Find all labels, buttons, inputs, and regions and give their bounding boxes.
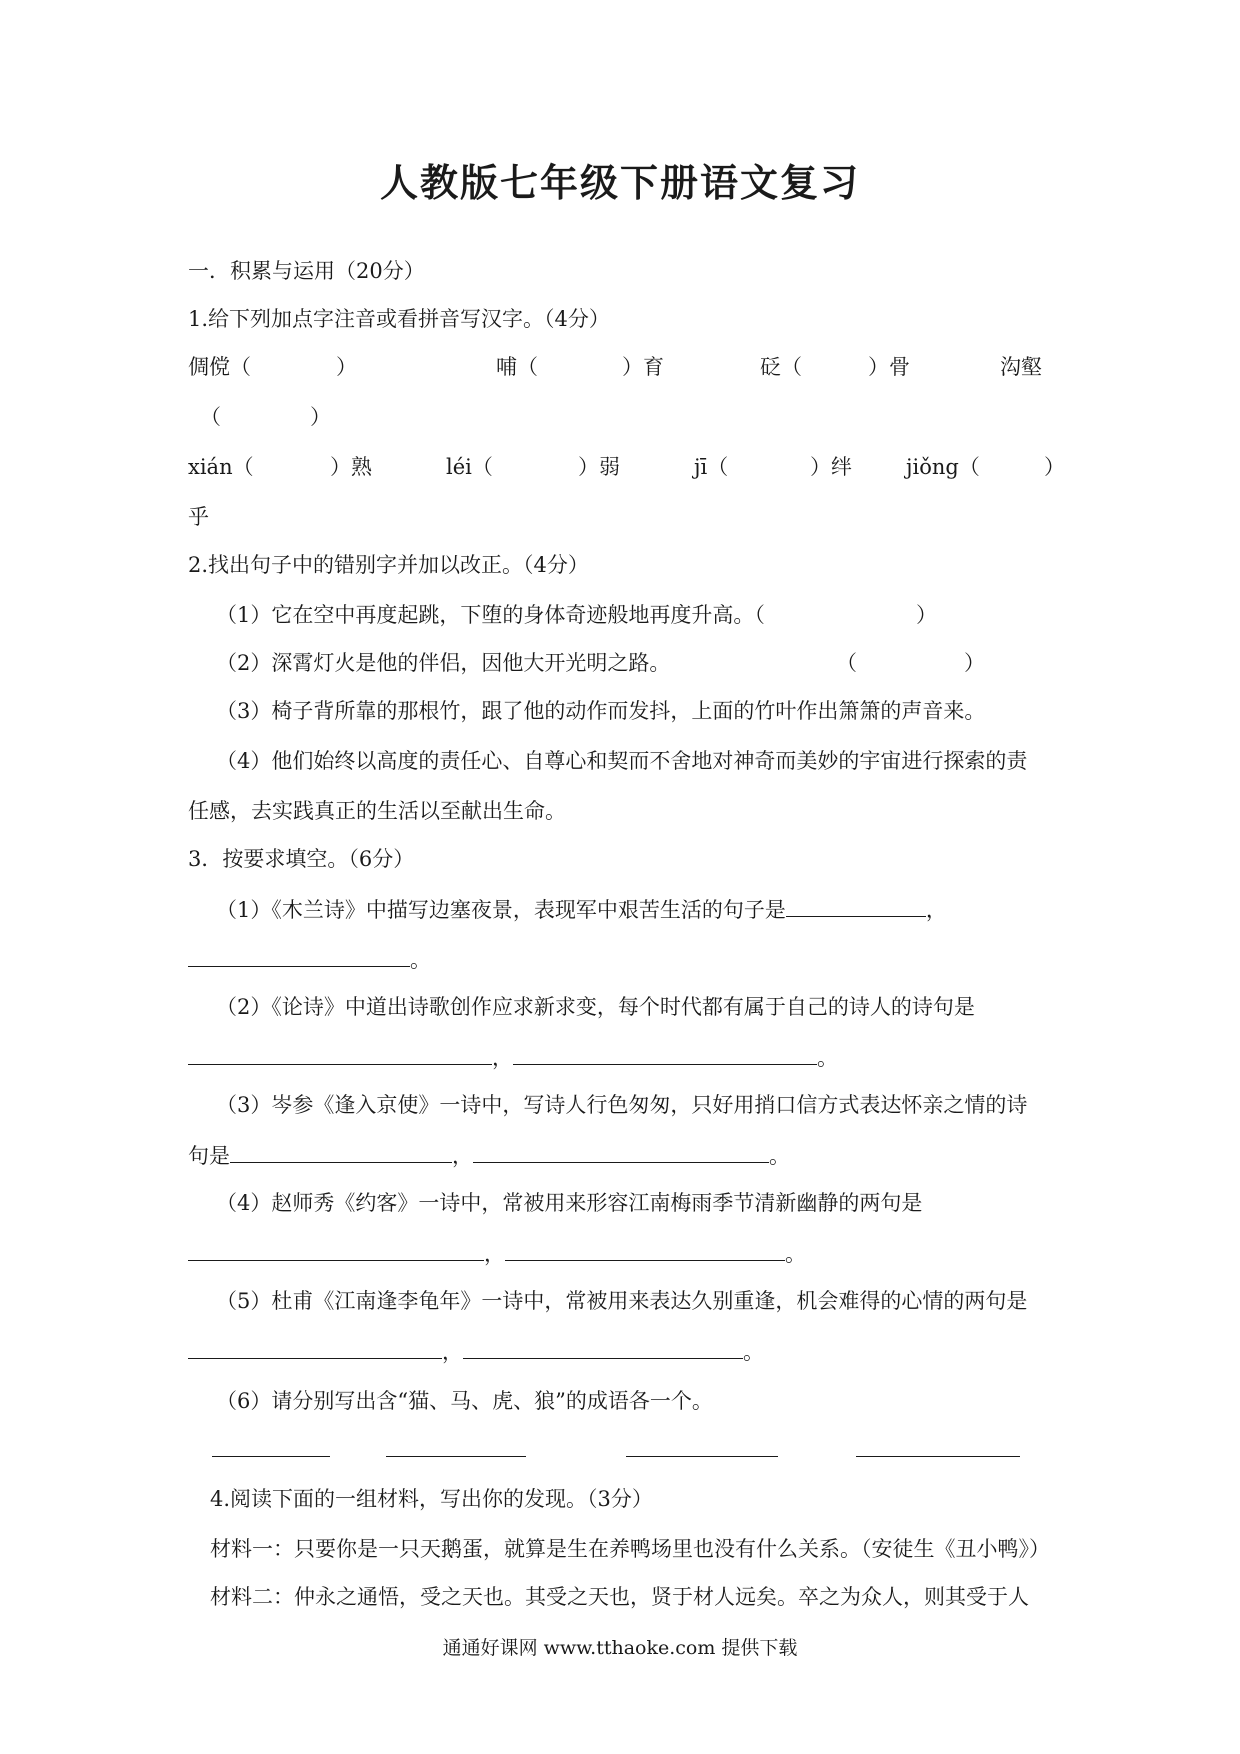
section-heading: 一．积累与运用（20分） bbox=[188, 259, 425, 283]
q1-row-2-item-2: léi（ bbox=[446, 455, 493, 479]
q1-row-2-item-3: jī（ bbox=[694, 455, 729, 479]
answer-blank[interactable] bbox=[188, 1042, 492, 1065]
q2-sentence-2: （2）深霄灯火是他的伴侣，因他大开光明之路。 bbox=[216, 651, 671, 675]
q3-prompt-5: （5）杜甫《江南逢李龟年》一诗中，常被用来表达久别重逢，机会难得的心情的两句是 bbox=[216, 1289, 1028, 1313]
q3-answer-line-5: ， 。 bbox=[188, 1336, 764, 1367]
q2-sentence-3: （3）椅子背所靠的那根竹，跟了他的动作而发抖，上面的竹叶作出箫箫的声音来。 bbox=[216, 699, 986, 723]
answer-blank[interactable] bbox=[463, 1336, 743, 1359]
q1-row-2-item-2-end: ）弱 bbox=[578, 455, 620, 479]
answer-blank[interactable] bbox=[212, 1434, 330, 1457]
q2-sentence-4a: （4）他们始终以高度的责任心、自尊心和契而不舍地对神奇而美妙的宇宙进行探索的责 bbox=[216, 749, 1028, 773]
q3-prompt-4: （4）赵师秀《约客》一诗中，常被用来形容江南梅雨季节清新幽静的两句是 bbox=[216, 1191, 923, 1215]
question-3-heading: 3．按要求填空。（6分） bbox=[188, 847, 415, 871]
q1-row-1-close-1: ） bbox=[336, 355, 357, 379]
answer-blank[interactable] bbox=[473, 1140, 769, 1163]
page-title: 人教版七年级下册语文复习 bbox=[379, 160, 860, 205]
q1-row-1-item-2-end: ）育 bbox=[622, 355, 664, 379]
answer-blank[interactable] bbox=[188, 1238, 484, 1261]
q1-row-2-item-4-end: ） bbox=[1044, 455, 1065, 479]
question-1-heading: 1.给下列加点字注音或看拼音写汉字。（4分） bbox=[188, 307, 610, 331]
answer-blank[interactable] bbox=[626, 1434, 778, 1457]
q1-row-1-item-3-end: ）骨 bbox=[868, 355, 910, 379]
q1-row-1b-close: ） bbox=[310, 405, 331, 429]
answer-blank[interactable] bbox=[386, 1434, 526, 1457]
q1-row-2-item-1: xián（ bbox=[188, 455, 254, 479]
answer-blank[interactable] bbox=[188, 944, 410, 967]
q3-answer-line-6 bbox=[212, 1434, 1020, 1465]
q3-prompt-3a: （3）岑参《逢入京使》一诗中，写诗人行色匆匆，只好用捎口信方式表达怀亲之情的诗 bbox=[216, 1093, 1028, 1117]
q3-answer-line-4: ， 。 bbox=[188, 1238, 806, 1269]
q3-answer-line-1: 。 bbox=[188, 944, 431, 975]
q3-answer-line-2: ， 。 bbox=[188, 1042, 838, 1073]
answer-blank[interactable] bbox=[786, 894, 926, 917]
answer-blank[interactable] bbox=[513, 1042, 817, 1065]
q4-material-1: 材料一：只要你是一只天鹅蛋，就算是生在养鸭场里也没有什么关系。（安徒生《丑小鸭》） bbox=[210, 1537, 1050, 1561]
q1-row-2-item-3-end: ）绊 bbox=[810, 455, 852, 479]
q1-row-2-item-4: jiǒng（ bbox=[906, 455, 980, 479]
question-4-heading: 4.阅读下面的一组材料，写出你的发现。（3分） bbox=[210, 1487, 653, 1511]
q2-sentence-4b: 任感，去实践真正的生活以至献出生命。 bbox=[188, 799, 566, 823]
q1-row-1-item-2: 哺（ bbox=[496, 355, 538, 379]
q1-row-1-item-3: 砭（ bbox=[760, 355, 802, 379]
q3-prompt-3b: 句是 ， 。 bbox=[188, 1140, 790, 1171]
answer-blank[interactable] bbox=[230, 1140, 452, 1163]
q1-row-1-item-1: 倜傥（ bbox=[188, 355, 251, 379]
q1-row-2-item-1-end: ）熟 bbox=[330, 455, 372, 479]
q2-sentence-1: （1）它在空中再度起跳，下堕的身体奇迹般地再度升高。（ bbox=[216, 603, 765, 627]
q2-sentence-1-close: ） bbox=[916, 603, 937, 627]
q3-prompt-1: （1）《木兰诗》中描写边塞夜景，表现军中艰苦生活的句子是 ， bbox=[216, 894, 947, 925]
q1-row-1-item-4: 沟壑 bbox=[1000, 355, 1042, 379]
question-2-heading: 2.找出句子中的错别字并加以改正。（4分） bbox=[188, 553, 589, 577]
q3-prompt-2: （2）《论诗》中道出诗歌创作应求新求变，每个时代都有属于自己的诗人的诗句是 bbox=[216, 995, 975, 1019]
q3-prompt-6: （6）请分别写出含“猫、马、虎、狼”的成语各一个。 bbox=[216, 1389, 713, 1413]
q1-row-2b: 乎 bbox=[188, 505, 209, 529]
answer-blank[interactable] bbox=[505, 1238, 785, 1261]
answer-blank[interactable] bbox=[856, 1434, 1020, 1457]
q4-material-2: 材料二：仲永之通悟，受之天也。其受之天也，贤于材人远矣。卒之为众人，则其受于人 bbox=[210, 1585, 1029, 1609]
q1-row-1b-open: （ bbox=[200, 405, 221, 429]
q2-sentence-2-close: ） bbox=[964, 651, 985, 675]
page-footer: 通通好课网 www.tthaoke.com 提供下载 bbox=[442, 1637, 798, 1659]
answer-blank[interactable] bbox=[188, 1336, 442, 1359]
q2-sentence-2-open: （ bbox=[836, 651, 857, 675]
